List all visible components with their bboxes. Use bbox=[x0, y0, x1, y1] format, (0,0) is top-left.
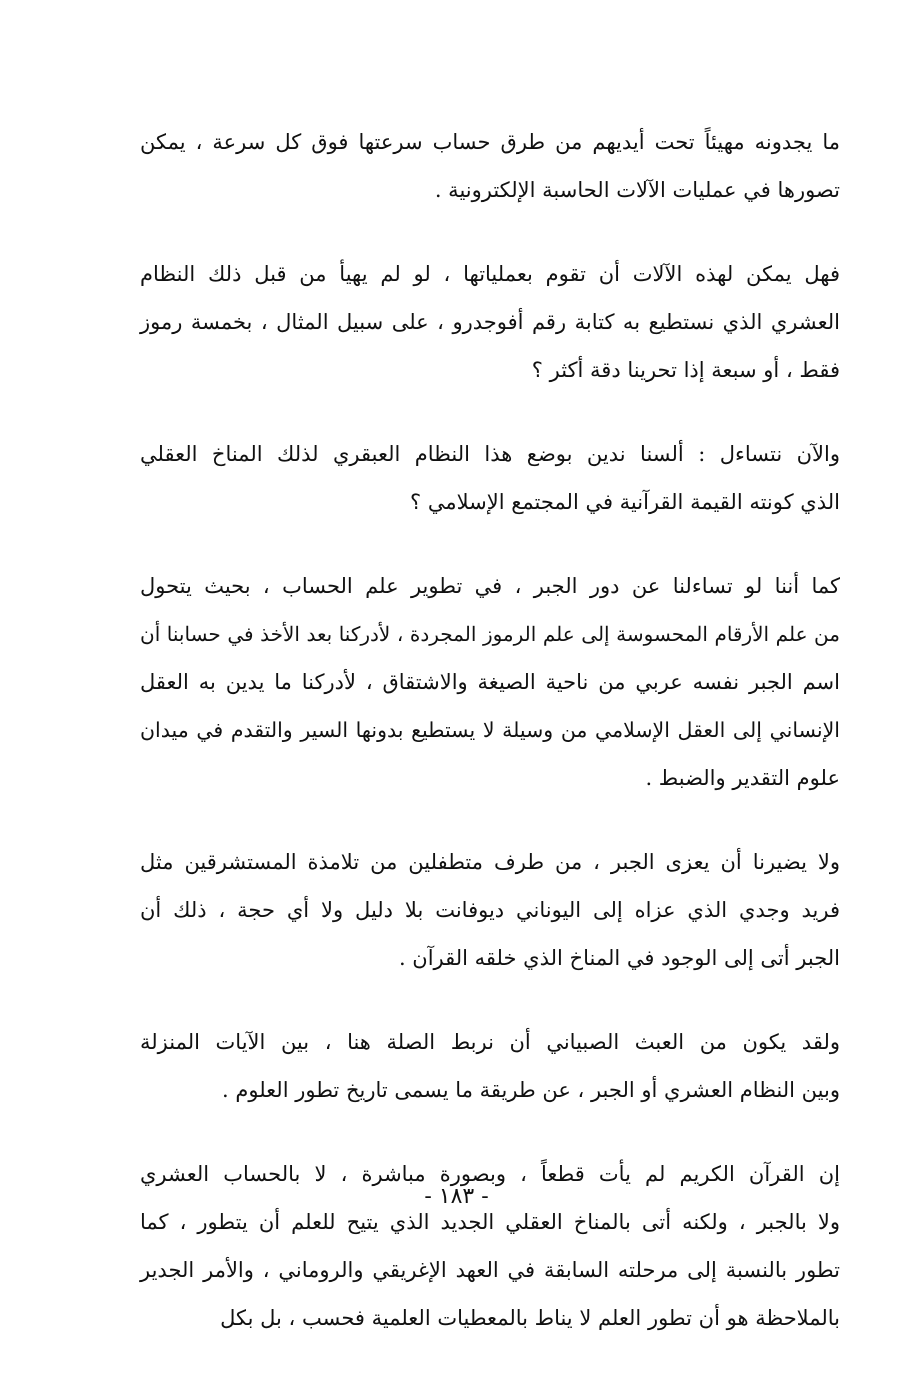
text-line: ولا بالجبر ، ولكنه أتى بالمناخ العقلي الجديد الذي يتيح للعلم أن يتطور ، كما bbox=[140, 1210, 840, 1234]
text-line: ولا يضيرنا أن يعزى الجبر ، من طرف متطفلين من تلامذة المستشرقين مثل bbox=[140, 850, 840, 874]
paragraph bbox=[140, 250, 840, 394]
paragraph bbox=[140, 430, 840, 526]
paragraph bbox=[140, 562, 840, 802]
text-line: ما يجدونه مهيئاً تحت أيديهم من طرق حساب سرعتها فوق كل سرعة ، يمكن bbox=[140, 130, 840, 154]
text-line: اسم الجبر نفسه عربي من ناحية الصيغة والاشتقاق ، لأدركنا ما يدين به العقل bbox=[140, 670, 840, 694]
text-line: من علم الأرقام المحسوسة إلى علم الرموز المجردة ، لأدركنا بعد الأخذ في حسابنا أن bbox=[140, 622, 840, 646]
text-line: تصورها في عمليات الآلات الحاسبة الإلكترونية . bbox=[434, 178, 840, 202]
text-line: الذي كونته القيمة القرآنية في المجتمع الإسلامي ؟ bbox=[410, 490, 840, 514]
paragraph bbox=[140, 1150, 840, 1342]
paragraph bbox=[140, 118, 840, 214]
text-line: علوم التقدير والضبط . bbox=[645, 766, 840, 790]
text-line: فريد وجدي الذي عزاه إلى اليوناني ديوفانت بلا دليل ولا أي حجة ، ذلك أن bbox=[140, 898, 840, 922]
text-line: ولقد يكون من العبث الصبياني أن نربط الصلة هنا ، بين الآيات المنزلة bbox=[140, 1030, 840, 1054]
text-line: الجبر أتى إلى الوجود في المناخ الذي خلقه القرآن . bbox=[398, 946, 840, 970]
text-line: الإنساني إلى العقل الإسلامي من وسيلة لا يستطيع بدونها السير والتقدم في ميدان bbox=[140, 718, 840, 742]
text-line: والآن نتساءل : ألسنا ندين بوضع هذا النظام العبقري لذلك المناخ العقلي bbox=[140, 442, 840, 466]
paragraph bbox=[140, 838, 840, 982]
page-number: - ١٨٣ - bbox=[424, 1184, 489, 1209]
text-line: بالملاحظة هو أن تطور العلم لا يناط بالمعطيات العلمية فحسب ، بل بكل bbox=[220, 1306, 840, 1330]
text-line: وبين النظام العشري أو الجبر ، عن طريقة ما يسمى تاريخ تطور العلوم . bbox=[222, 1078, 840, 1102]
text-line: العشري الذي نستطيع به كتابة رقم أفوجدرو ، على سبيل المثال ، بخمسة رموز bbox=[140, 310, 840, 334]
text-line: إن القرآن الكريم لم يأت قطعاً ، وبصورة مباشرة ، لا بالحساب العشري bbox=[140, 1162, 840, 1186]
text-line: فقط ، أو سبعة إذا تحرينا دقة أكثر ؟ bbox=[531, 358, 840, 382]
paragraph bbox=[140, 1018, 840, 1114]
text-line: فهل يمكن لهذه الآلات أن تقوم بعملياتها ، لو لم يهيأ من قبل ذلك النظام bbox=[140, 262, 840, 286]
text-line: تطور بالنسبة إلى مرحلته السابقة في العهد الإغريقي والروماني ، والأمر الجدير bbox=[140, 1258, 840, 1282]
text-line: كما أننا لو تساءلنا عن دور الجبر ، في تطوير علم الحساب ، بحيث يتحول bbox=[140, 574, 840, 598]
